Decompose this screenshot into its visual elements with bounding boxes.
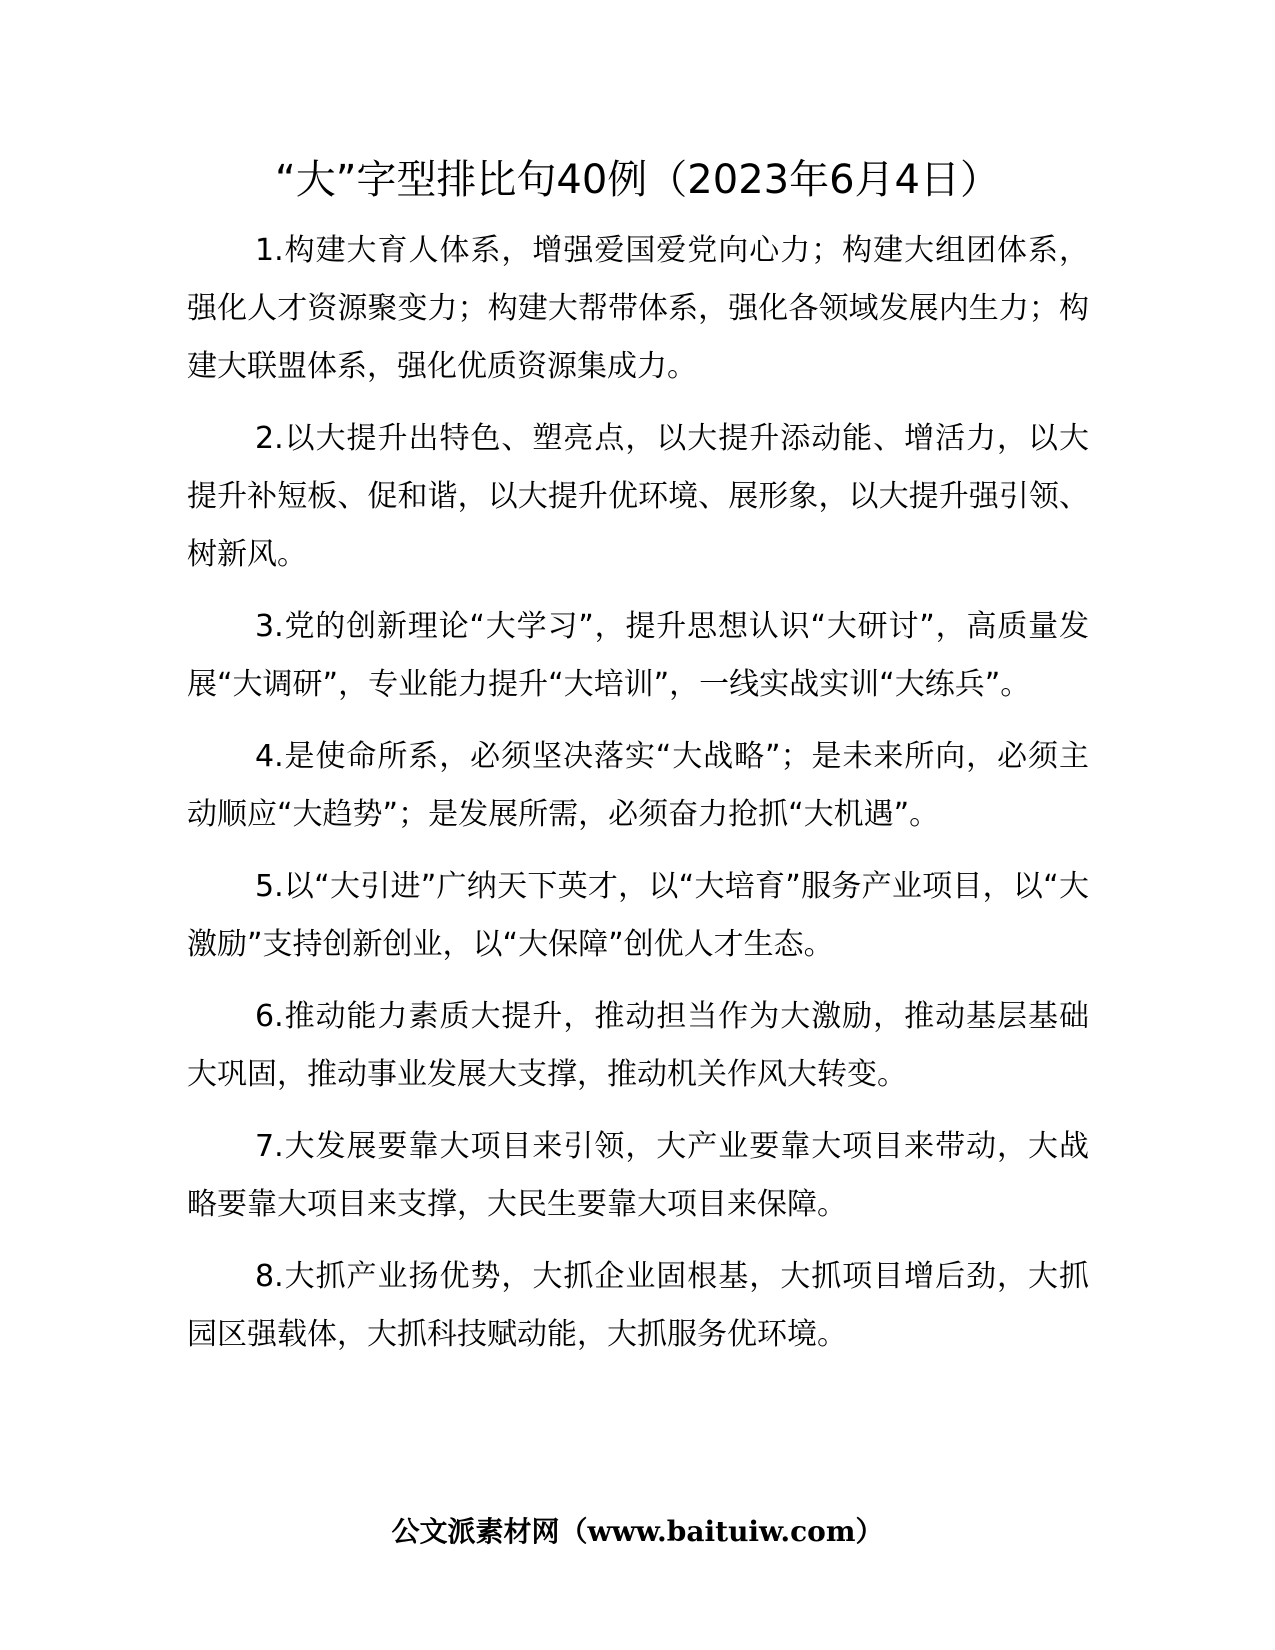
source-footer: 公文派素材网（www.baituiw.com） xyxy=(391,1515,884,1548)
paragraph-7: 7.大发展要靠大项目来引领，大产业要靠大项目来带动，大战略要靠大项目来支撑，大民生要靠大项目来保障。 xyxy=(187,1129,1089,1222)
paragraph-2: 2.以大提升出特色、塑亮点，以大提升添动能、增活力，以大提升补短板、促和谐，以大提升优环境、展形象，以大提升强引领、树新风。 xyxy=(187,421,1089,572)
paragraph-4: 4.是使命所系，必须坚决落实“大战略”；是未来所向，必须主动顺应“大趋势”；是发展所需，必须奋力抢抓“大机遇”。 xyxy=(187,739,1089,832)
paragraph-3: 3.党的创新理论“大学习”，提升思想认识“大研讨”，高质量发展“大调研”，专业能力提升“大培训”，一线实战实训“大练兵”。 xyxy=(187,609,1089,702)
paragraph-5: 5.以“大引进”广纳天下英才，以“大培育”服务产业项目，以“大激励”支持创新创业，以“大保障”创优人才生态。 xyxy=(187,869,1089,962)
paragraph-8: 8.大抓产业扬优势，大抓企业固根基，大抓项目增后劲，大抓园区强载体，大抓科技赋动能，大抓服务优环境。 xyxy=(187,1259,1089,1352)
document-title: “大”字型排比句40例（2023年6月4日） xyxy=(274,157,1001,203)
document-body xyxy=(187,222,1089,1378)
paragraph-1: 1.构建大育人体系，增强爱国爱党向心力；构建大组团体系，强化人才资源聚变力；构建大帮带体系，强化各领域发展内生力；构建大联盟体系，强化优质资源集成力。 xyxy=(187,233,1089,384)
paragraph-6: 6.推动能力素质大提升，推动担当作为大激励，推动基层基础大巩固，推动事业发展大支撑，推动机关作风大转变。 xyxy=(187,999,1089,1092)
